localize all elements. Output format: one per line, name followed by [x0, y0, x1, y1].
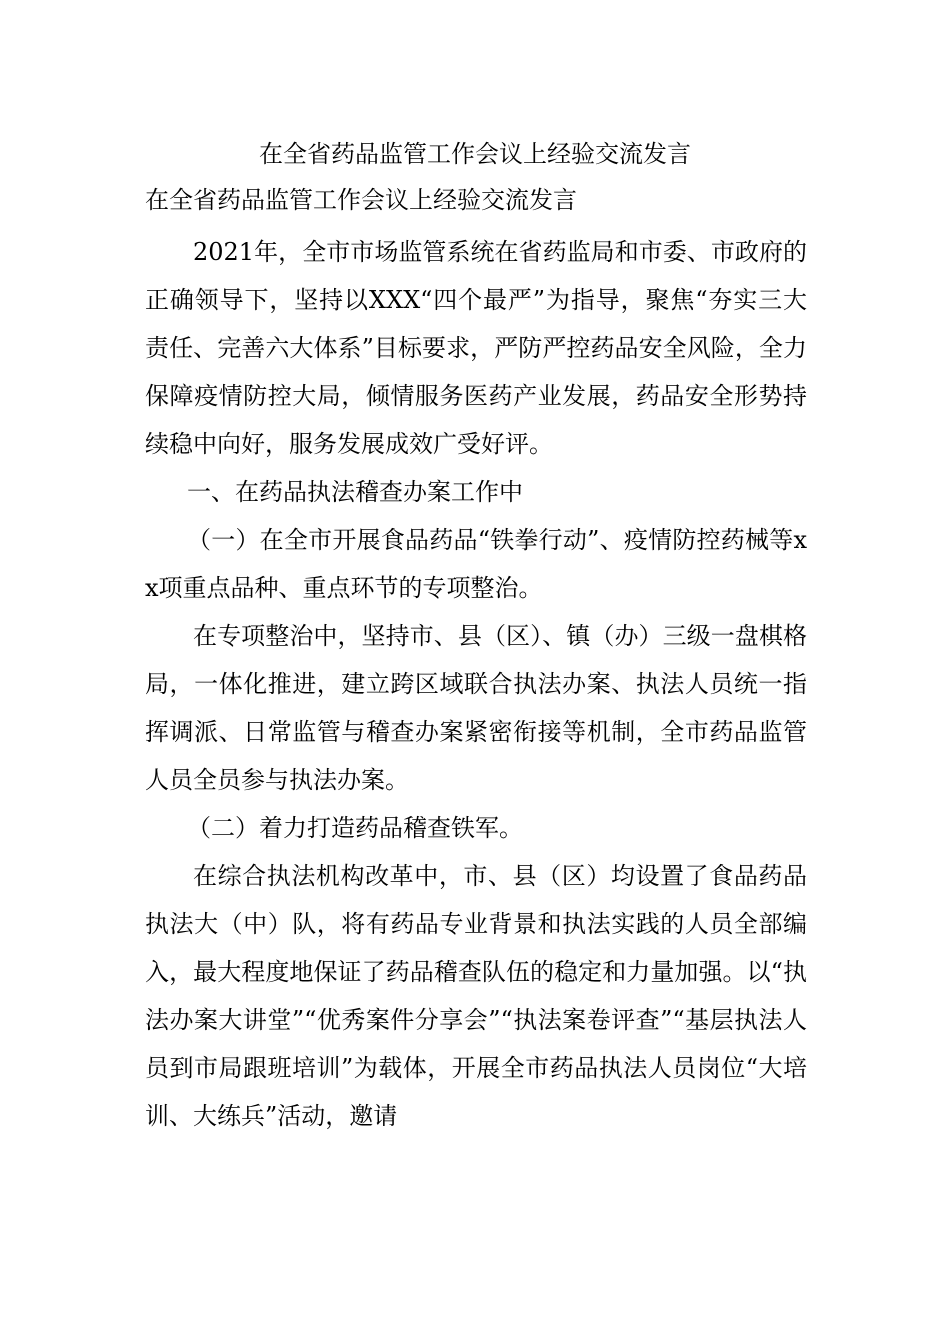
paragraph-intro: 2021年，全市市场监管系统在省药监局和市委、市政府的正确领导下，坚持以XXX“四个最严”为指导，聚焦“夯实三大责任、完善六大体系”目标要求，严防严控药品安全风险，全力保障疫情防控大局，倾情服务医药产业发展，药品安全形势持续稳中向好，服务发展成效广受好评。 [145, 238, 807, 458]
paragraph-special-rectification: 在专项整治中，坚持市、县（区）、镇（办）三级一盘棋格局，一体化推进，建立跨区域联合执法办案、执法人员统一指挥调派、日常监管与稽查办案紧密衔接等机制，全市药品监管人员全员参与执法办案。 [145, 622, 807, 794]
subsection-heading-1: （一）在全市开展食品药品“铁拳行动”、疫情防控药械等xx项重点品种、重点环节的专项整治。 [145, 526, 807, 602]
document-body [145, 228, 807, 1140]
document-subtitle: 在全省药品监管工作会议上经验交流发言 [145, 186, 577, 214]
paragraph-inspection-team: 在综合执法机构改革中，市、县（区）均设置了食品药品执法大（中）队，将有药品专业背景和执法实践的人员全部编入，最大程度地保证了药品稽查队伍的稳定和力量加强。以“执法办案大讲堂”“优秀案件分享会”“执法案卷评查”“基层执法人员到市局跟班培训”为载体，开展全市药品执法人员岗位“大培训、大练兵”活动，邀请 [145, 862, 807, 1130]
section-heading-1: 一、在药品执法稽查办案工作中 [187, 478, 523, 506]
subsection-heading-2: （二）着力打造药品稽查铁军。 [187, 814, 523, 842]
document-title: 在全省药品监管工作会议上经验交流发言 [259, 140, 691, 168]
